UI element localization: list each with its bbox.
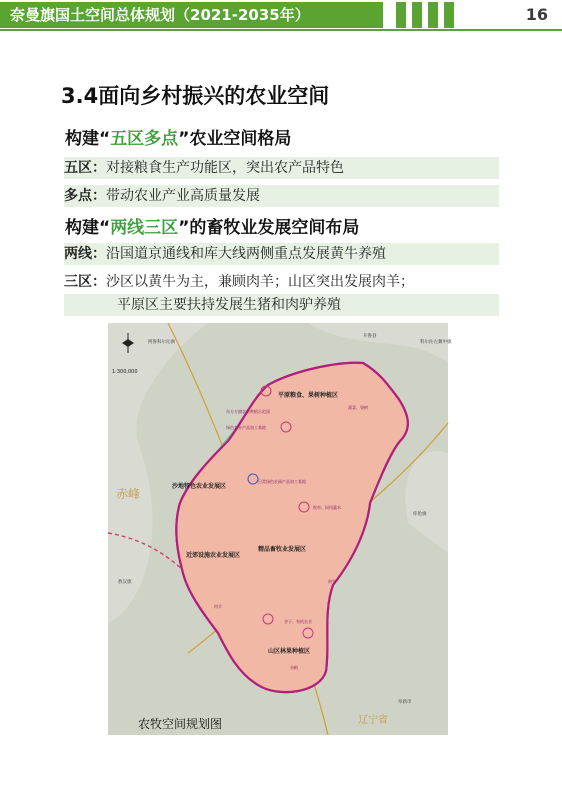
zone-label-sand: 沙地特色农业发展区 <box>172 483 227 490</box>
row-text: 沿国道京通线和库大线两侧重点发展黄牛养殖 <box>106 246 386 262</box>
map-label: 牧草、饲用灌木 <box>313 505 341 510</box>
map-scale: 1:300,000 <box>112 369 138 375</box>
map-label: 东方万旗农业种植示范园 <box>226 409 270 414</box>
document-title: 奈曼旗国土空间总体规划（2021-2035年） <box>0 2 383 28</box>
agri-planning-map <box>108 323 452 735</box>
row-text: 带动农业产业高质量发展 <box>106 188 260 204</box>
place-label: 赤峰 <box>116 487 141 501</box>
row-text: 平原区主要扶持发展生猪和肉驴养殖 <box>117 297 341 313</box>
place-label: 敖汉旗 <box>118 580 132 585</box>
place-label: 科尔沁左翼中旗 <box>420 340 452 345</box>
livestock-row <box>64 294 499 316</box>
header-stripe <box>444 2 454 28</box>
header-stripe <box>428 2 438 28</box>
map-svg <box>108 323 452 735</box>
map-label: 谷子、有机农业 <box>284 619 312 624</box>
map-label: 肉羊 <box>214 604 222 609</box>
zone-label-suburban: 近郊设施农业发展区 <box>186 552 241 559</box>
livestock-row <box>64 243 499 265</box>
map-caption: 农牧空间规划图 <box>138 717 223 731</box>
row-text: 对接粮食生产功能区，突出农产品特色 <box>106 160 344 176</box>
place-label: 阜新市 <box>398 700 412 705</box>
agri-row <box>64 185 499 207</box>
map-label: 日常绿色农副产品加工基地 <box>258 479 306 484</box>
zone-label-livestock: 精品畜牧业发展区 <box>258 546 307 553</box>
row-key: 两线： <box>64 246 106 262</box>
zone-label-plain: 平原粮食、果树种植区 <box>278 392 339 399</box>
livestock-heading-pre: 构建“ <box>65 218 111 238</box>
agri-heading-highlight: 五区多点 <box>110 129 179 149</box>
agri-heading-post: ”农业空间格局 <box>178 129 292 149</box>
map-label: 绿色农业产品加工基地 <box>226 425 266 430</box>
map-label: 黄牛 <box>328 579 336 584</box>
header-stripe <box>396 2 406 28</box>
section-title: 3.4面向乡村振兴的农业空间 <box>61 84 330 108</box>
map-label: 杂粮 <box>290 665 298 670</box>
header-divider <box>0 29 562 31</box>
place-label: 辽宁省 <box>358 715 388 726</box>
page-header <box>0 0 562 32</box>
agri-row <box>64 157 499 179</box>
header-stripe <box>412 2 422 28</box>
agri-heading-pre: 构建“ <box>65 129 111 149</box>
livestock-heading-post: ”的畜牧业发展空间布局 <box>178 218 360 238</box>
page-number: 16 <box>525 5 548 24</box>
place-label: 开鲁县 <box>363 334 377 339</box>
place-label: 阿鲁科尔沁旗 <box>148 340 175 345</box>
agri-heading <box>65 124 291 149</box>
row-key: 三区： <box>64 274 106 290</box>
map-label: 蔬菜、果树 <box>348 405 368 410</box>
livestock-heading <box>65 213 359 238</box>
zone-label-mountain: 山区林果种植区 <box>268 648 311 655</box>
livestock-row <box>64 271 499 293</box>
livestock-heading-highlight: 两线三区 <box>110 218 179 238</box>
row-text: 沙区以黄牛为主，兼顾肉羊；山区突出发展肉羊； <box>106 274 414 290</box>
row-key: 多点： <box>64 188 106 204</box>
place-label: 库伦旗 <box>413 512 427 517</box>
row-key: 五区： <box>64 160 106 176</box>
